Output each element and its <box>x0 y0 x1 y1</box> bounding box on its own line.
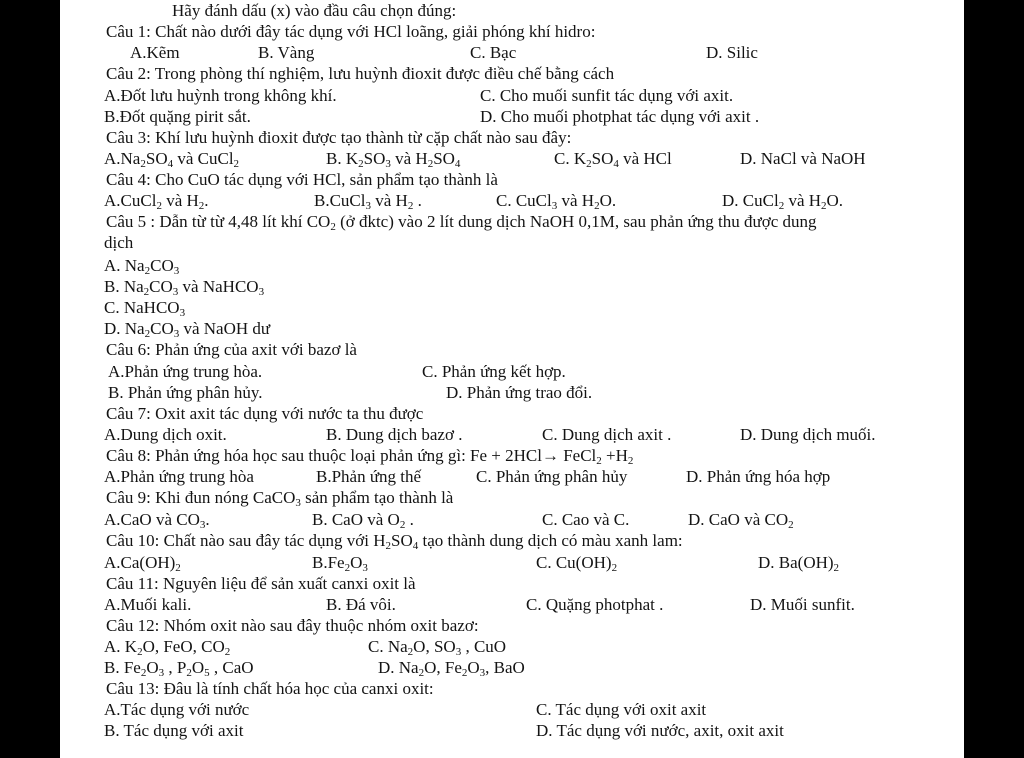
question-6-stem: Câu 6: Phản ứng của axit với bazơ là <box>106 340 357 359</box>
question-4-option-a: A.CuCl$_2$ và $H_2$. <box>104 191 209 212</box>
question-10-option-d: D. $Ba(OH)_2$ <box>758 553 840 574</box>
question-10-option-c: C. $Cu(OH)_2$ <box>536 553 618 574</box>
question-8-option-b: B.Phản ứng thế <box>316 467 422 486</box>
question-6-option-b: B. Phản ứng phân hủy. <box>108 383 263 402</box>
question-6-option-a: A.Phản ứng trung hòa. <box>108 362 263 381</box>
question-13-stem: Câu 13: Đâu là tính chất hóa học của canxi oxit: <box>106 679 434 698</box>
question-8-option-c: C. Phản ứng phân hủy <box>476 467 628 486</box>
question-1-stem: Câu 1: Chất nào dưới đây tác dụng với HCl loãng, giải phóng khí hidro: <box>106 22 596 41</box>
question-1-option-a: A.Kẽm <box>130 43 180 62</box>
question-4-option-b: B.CuCl$_3$ và $H_2$ . <box>314 191 422 212</box>
question-4-stem: Câu 4: Cho CuO tác dụng với HCl, sản phẩm tạo thành là <box>106 170 498 189</box>
question-1-option-b: B. Vàng <box>258 43 315 62</box>
question-5-stem: Câu 5 : Dẫn từ từ 4,48 lít khí $CO_2$ (ở đktc) vào 2 lít dung dịch NaOH 0,1M, sau phản ứng thu được dung <box>106 212 817 233</box>
question-11-option-c: C. Quặng photphat . <box>526 595 664 614</box>
question-7-option-d: D. Dung dịch muối. <box>740 425 876 444</box>
question-7-stem: Câu 7: Oxit axit tác dụng với nước ta thu được <box>106 404 424 423</box>
question-12-option-c: C. $Na_2O$, $SO_3$ , CuO <box>368 637 507 658</box>
worksheet-page <box>60 0 964 758</box>
question-3-option-c: C. $K_2SO_4$ và HCl <box>554 149 672 170</box>
question-3-stem: Câu 3: Khí lưu huỳnh đioxit được tạo thành từ cặp chất nào sau đây: <box>106 128 572 147</box>
question-11-option-a: A.Muối kali. <box>104 595 192 614</box>
question-9-option-a: A.CaO và $CO_3$. <box>104 510 210 531</box>
question-8-stem: Câu 8: Phản ứng hóa học sau thuộc loại phản ứng gì: Fe + 2HCl→ FeCl$_2$ $+H_2$ <box>106 446 634 467</box>
question-10-option-a: $A.Ca(OH)_2$ <box>104 553 181 574</box>
question-2-option-b: B.Đốt quặng pirit sắt. <box>104 107 251 126</box>
question-3-option-d: D. NaCl và NaOH <box>740 149 866 168</box>
instruction: Hãy đánh dấu (x) vào đầu câu chọn đúng: <box>172 1 457 20</box>
question-2-option-c: C. Cho muối sunfit tác dụng với axit. <box>480 86 734 105</box>
question-13-option-d: D. Tác dụng với nước, axit, oxit axit <box>536 721 784 740</box>
question-11-option-b: B. Đá vôi. <box>326 595 396 614</box>
question-2-option-d: D. Cho muối photphat tác dụng với axit . <box>480 107 760 126</box>
question-12-stem: Câu 12: Nhóm oxit nào sau đây thuộc nhóm oxit bazơ: <box>106 616 479 635</box>
question-9-option-d: D. CaO và $CO_2$ <box>688 510 794 531</box>
question-1-option-c: C. Bạc <box>470 43 517 62</box>
question-12-option-a: A. $K_2O$, FeO, $CO_2$ <box>104 637 231 658</box>
question-9-stem: Câu 9: Khi đun nóng CaCO$_3$ sản phẩm tạo thành là <box>106 488 454 509</box>
question-7-option-b: B. Dung dịch bazơ . <box>326 425 463 444</box>
question-5-option-b: B. $Na_2CO_3$ và NaHCO$_3$ <box>104 277 265 298</box>
question-1-option-d: D. Silic <box>706 43 758 62</box>
question-13-option-b: B. Tác dụng với axit <box>104 721 244 740</box>
question-2-stem: Câu 2: Trong phòng thí nghiệm, lưu huỳnh đioxit được điều chế bằng cách <box>106 64 615 83</box>
question-5-option-c: C. NaHCO$_3$ <box>104 298 186 319</box>
question-5-option-d: D. $Na_2CO_3$ và NaOH dư <box>104 319 271 340</box>
question-5-stem-continued: dịch <box>104 233 134 252</box>
question-9-option-b: B. CaO và $O_2$ . <box>312 510 414 531</box>
question-11-option-d: D. Muối sunfit. <box>750 595 855 614</box>
question-3-option-a: $A.Na_2SO_4$ và CuCl$_2$ <box>104 149 240 170</box>
question-5-option-a: A. $Na_2CO_3$ <box>104 256 180 277</box>
question-6-option-d: D. Phản ứng trao đổi. <box>446 383 593 402</box>
question-7-option-c: C. Dung dịch axit . <box>542 425 672 444</box>
question-13-option-c: C. Tác dụng với oxit axit <box>536 700 707 719</box>
question-2-option-a: A.Đốt lưu huỳnh trong không khí. <box>104 86 337 105</box>
question-8-option-a: A.Phản ứng trung hòa <box>104 467 254 486</box>
question-4-option-d: D. CuCl$_2$ và $H_2O$. <box>722 191 844 212</box>
question-12-option-d: D. $Na_2O$, $Fe_2O_3$, BaO <box>378 658 525 679</box>
question-6-option-c: C. Phản ứng kết hợp. <box>422 362 566 381</box>
question-8-option-d: D. Phản ứng hóa hợp <box>686 467 831 486</box>
question-11-stem: Câu 11: Nguyên liệu để sản xuất canxi oxit là <box>106 574 416 593</box>
question-7-option-a: A.Dung dịch oxit. <box>104 425 227 444</box>
question-9-option-c: C. Cao và C. <box>542 510 630 529</box>
question-12-option-b: B. $Fe_2O_3$ , $P_2O_5$ , CaO <box>104 658 254 679</box>
question-4-option-c: C. CuCl$_3$ và $H_2O$. <box>496 191 617 212</box>
question-10-option-b: $B.Fe_2O_3$ <box>312 553 368 574</box>
question-10-stem: Câu 10: Chất nào sau đây tác dụng với $H_2SO_4$ tạo thành dung dịch có màu xanh lam: <box>106 531 683 552</box>
question-3-option-b: B. $K_2SO_3$ và $H_2SO_4$ <box>326 149 461 170</box>
question-13-option-a: A.Tác dụng với nước <box>104 700 250 719</box>
